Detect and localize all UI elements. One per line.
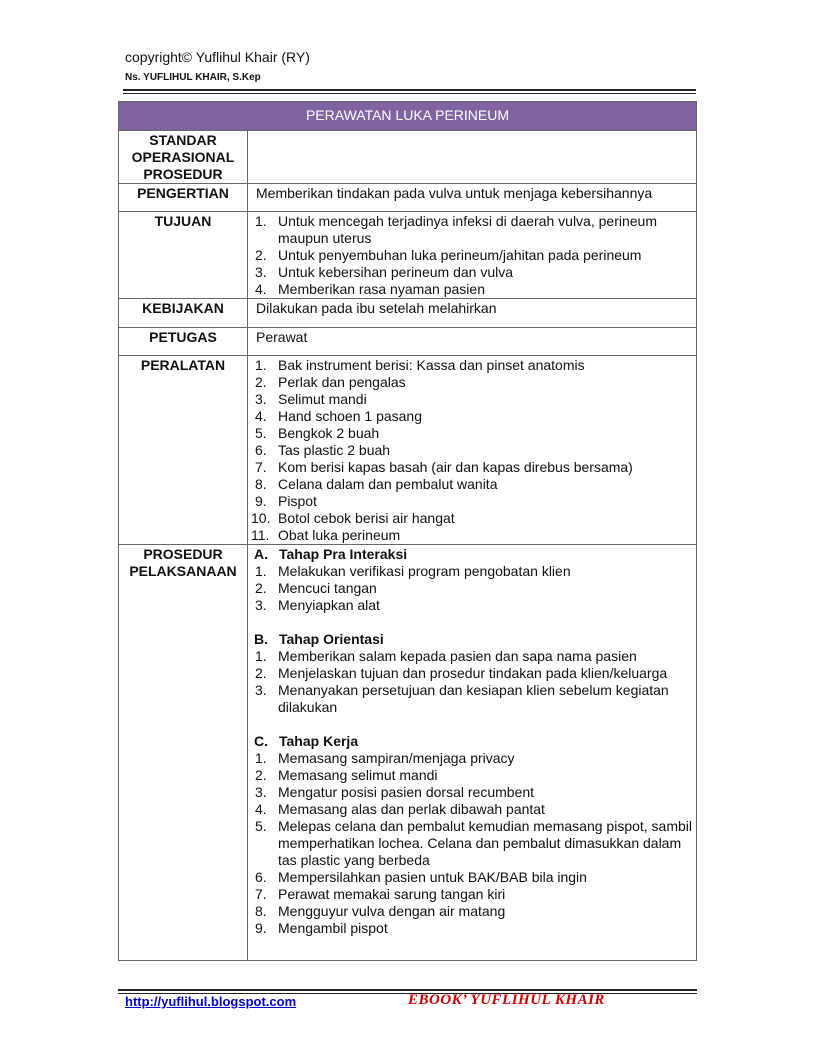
list-item (251, 493, 696, 510)
sop-table (118, 101, 697, 961)
section-steps-list (251, 750, 696, 937)
list-item (251, 903, 696, 920)
peralatan-row (119, 356, 697, 545)
list-item-text: Memberikan salam kepada pasien dan sapa nama pasien (278, 648, 637, 664)
list-item-text: Perawat memakai sarung tangan kiri (278, 886, 506, 902)
prosedur-content (248, 545, 697, 961)
list-item-text: Untuk kebersihan perineum dan vulva (278, 264, 514, 280)
section-heading (251, 631, 696, 648)
section-title: Tahap Orientasi (279, 631, 384, 647)
list-item (251, 869, 696, 886)
petugas-label: PETUGAS (119, 328, 248, 356)
title-row (119, 102, 697, 131)
list-item (251, 648, 696, 665)
petugas-text: Perawat (248, 328, 697, 356)
list-item (251, 801, 696, 818)
list-item-number: 3. (255, 682, 267, 698)
list-item-number: 1. (255, 648, 267, 664)
list-item-number: 7. (255, 886, 267, 902)
section-heading (251, 733, 696, 750)
list-item-text: Mengguyur vulva dengan air matang (278, 903, 506, 919)
copyright-text: copyright© Yuflihul Khair (RY) (125, 49, 310, 65)
kebijakan-label: KEBIJAKAN (119, 299, 248, 328)
sop-label-text: STANDAR OPERASIONAL PROSEDUR (131, 132, 235, 182)
sop-label (119, 131, 248, 184)
section-steps-list (251, 563, 696, 614)
peralatan-content (248, 356, 697, 545)
list-item-number: 10. (251, 510, 271, 526)
tujuan-row (119, 212, 697, 299)
list-item-text: Melakukan verifikasi program pengobatan klien (278, 563, 571, 579)
section-title: Tahap Pra Interaksi (279, 546, 408, 562)
prosedur-label-line1: PROSEDUR (143, 546, 223, 562)
prosedur-sections (251, 546, 696, 937)
list-item-number: 1. (255, 750, 267, 766)
section-spacer (251, 614, 696, 631)
list-item-text: Menanyakan persetujuan dan kesiapan klien sebelum kegiatan dilakukan (278, 682, 669, 715)
list-item (251, 597, 696, 614)
list-item-number: 2. (255, 374, 267, 390)
list-item-text: Kom berisi kapas basah (air dan kapas direbus bersama) (278, 459, 633, 475)
section-title: Tahap Kerja (279, 733, 359, 749)
kebijakan-text: Dilakukan pada ibu setelah melahirkan (248, 299, 697, 328)
list-item-text: Tas plastic 2 buah (278, 442, 391, 458)
list-item-number: 5. (255, 818, 267, 834)
list-item-number: 1. (255, 213, 267, 229)
list-item (251, 784, 696, 801)
list-item (251, 818, 696, 869)
list-item (251, 682, 696, 716)
list-item (251, 459, 696, 476)
list-item (251, 247, 696, 264)
list-item (251, 442, 696, 459)
list-item-number: 9. (255, 493, 267, 509)
list-item (251, 886, 696, 903)
list-item-text: Memasang sampiran/menjaga privacy (278, 750, 515, 766)
list-item-text: Memberikan rasa nyaman pasien (278, 281, 485, 297)
list-item-text: Untuk mencegah terjadinya infeksi di daerah vulva, perineum maupun uterus (278, 213, 657, 246)
list-item-text: Obat luka perineum (278, 527, 401, 543)
list-item-number: 8. (255, 903, 267, 919)
list-item-text: Memasang selimut mandi (278, 767, 438, 783)
list-item-text: Celana dalam dan pembalut wanita (278, 476, 498, 492)
prosedur-row (119, 545, 697, 961)
list-item-text: Bak instrument berisi: Kassa dan pinset anatomis (278, 357, 585, 373)
list-item (251, 408, 696, 425)
list-item (251, 767, 696, 784)
list-item (251, 665, 696, 682)
list-item (251, 425, 696, 442)
list-item (251, 213, 696, 247)
peralatan-list (251, 357, 696, 544)
blog-link[interactable]: http://yuflihul.blogspot.com (125, 994, 297, 1009)
list-item-number: 11. (251, 527, 270, 543)
list-item-text: Memasang alas dan perlak dibawah pantat (278, 801, 545, 817)
section-letter: A. (254, 546, 268, 562)
header-rule (123, 89, 696, 91)
list-item-text: Selimut mandi (278, 391, 367, 407)
list-item-number: 4. (255, 801, 267, 817)
list-item (251, 527, 696, 544)
table-title: PERAWATAN LUKA PERINEUM (119, 102, 697, 131)
list-item-number: 1. (255, 563, 267, 579)
tujuan-list (251, 213, 696, 298)
list-item-text: Menyiapkan alat (278, 597, 380, 613)
list-item-number: 7. (255, 459, 267, 475)
list-item-text: Botol cebok berisi air hangat (278, 510, 455, 526)
list-item-number: 5. (255, 425, 267, 441)
list-item-number: 3. (255, 391, 267, 407)
list-item-text: Mengambil pispot (278, 920, 388, 936)
section-letter: B. (254, 631, 268, 647)
list-item-number: 1. (255, 357, 267, 373)
list-item-number: 4. (255, 281, 267, 297)
list-item (251, 264, 696, 281)
list-item (251, 476, 696, 493)
list-item-text: Mengatur posisi pasien dorsal recumbent (278, 784, 535, 800)
pengertian-row (119, 184, 697, 212)
pengertian-label: PENGERTIAN (119, 184, 248, 212)
list-item (251, 374, 696, 391)
list-item-number: 6. (255, 869, 267, 885)
petugas-row (119, 328, 697, 356)
section-letter: C. (254, 733, 268, 749)
ebook-title: EBOOK’ YUFLIHUL KHAIR (408, 992, 605, 1008)
list-item (251, 920, 696, 937)
list-item (251, 750, 696, 767)
list-item (251, 580, 696, 597)
list-item-number: 2. (255, 580, 267, 596)
list-item-number: 3. (255, 264, 267, 280)
list-item-text: Untuk penyembuhan luka perineum/jahitan pada perineum (278, 247, 642, 263)
list-item-number: 3. (255, 784, 267, 800)
list-item-text: Perlak dan pengalas (278, 374, 406, 390)
list-item-number: 6. (255, 442, 267, 458)
list-item (251, 563, 696, 580)
list-item-number: 8. (255, 476, 267, 492)
list-item-number: 2. (255, 665, 267, 681)
list-item-number: 4. (255, 408, 267, 424)
list-item-number: 2. (255, 767, 267, 783)
list-item (251, 391, 696, 408)
list-item-text: Mempersilahkan pasien untuk BAK/BAB bila ingin (278, 869, 587, 885)
sop-content (248, 131, 697, 184)
list-item-text: Menjelaskan tujuan dan prosedur tindakan pada klien/keluarga (278, 665, 668, 681)
list-item-text: Hand schoen 1 pasang (278, 408, 422, 424)
list-item-text: Pispot (278, 493, 317, 509)
sop-row (119, 131, 697, 184)
footer-rule (118, 989, 697, 991)
list-item (251, 510, 696, 527)
kebijakan-row (119, 299, 697, 328)
list-item-text: Melepas celana dan pembalut kemudian memasang pispot, sambil memperhatikan lochea. Celana dan pembalut dimasukkan dalam tas plastic yang berbeda (278, 818, 693, 868)
section-heading (251, 546, 696, 563)
header-rule-thin (123, 93, 696, 94)
pengertian-text: Memberikan tindakan pada vulva untuk menjaga kebersihannya (248, 184, 697, 212)
prosedur-label (119, 545, 248, 961)
peralatan-label: PERALATAN (119, 356, 248, 545)
list-item-text: Bengkok 2 buah (278, 425, 380, 441)
list-item (251, 357, 696, 374)
list-item-number: 9. (255, 920, 267, 936)
section-spacer (251, 716, 696, 733)
section-steps-list (251, 648, 696, 716)
prosedur-label-line2: PELAKSANAAN (129, 563, 237, 579)
list-item (251, 281, 696, 298)
tujuan-label: TUJUAN (119, 212, 248, 299)
list-item-text: Mencuci tangan (278, 580, 377, 596)
tujuan-content (248, 212, 697, 299)
list-item-number: 2. (255, 247, 267, 263)
author-name: Ns. YUFLIHUL KHAIR, S.Kep (125, 72, 261, 83)
list-item-number: 3. (255, 597, 267, 613)
